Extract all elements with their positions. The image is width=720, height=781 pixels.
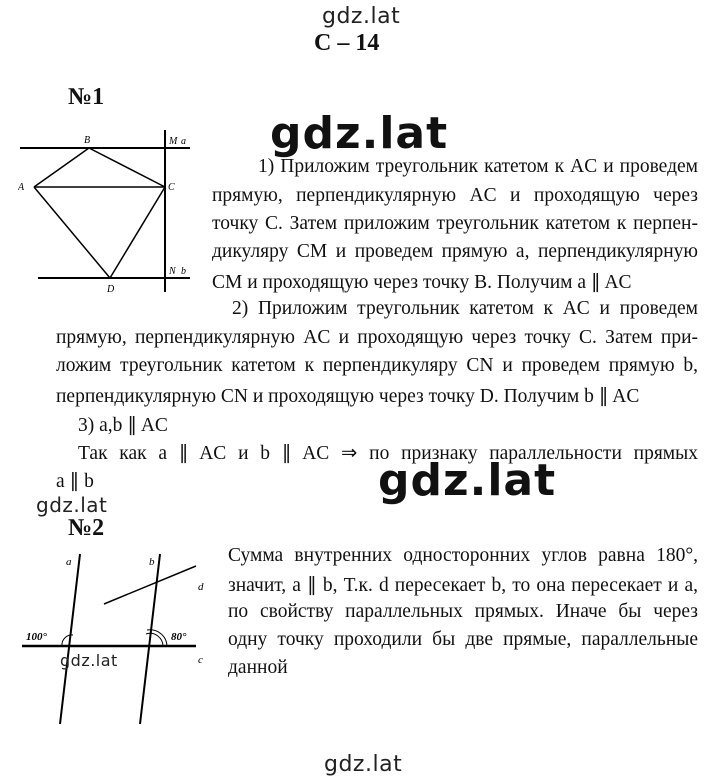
watermark-figure2: gdz.lat: [60, 651, 118, 670]
label-d: d: [198, 581, 204, 593]
label-b: b: [149, 556, 155, 568]
label-B: B: [84, 135, 91, 146]
task1-line-1: 1) Приложим треугольник катетом к AC и проведем: [258, 156, 698, 177]
label-A: A: [18, 182, 25, 193]
angle-100-arc: [62, 635, 73, 646]
label-M: M: [169, 136, 178, 147]
task1-line-7: прямую, перпендикулярную AC и проходящую через точку C. Затем при-: [56, 327, 698, 348]
task1-line-10: 3) a,b ∥ AC: [78, 415, 168, 436]
label-N: N: [169, 266, 176, 277]
label-a: a: [181, 136, 186, 147]
label-b: b: [181, 266, 186, 277]
task2-number: №2: [68, 515, 105, 541]
task1-line-3: точку C. Затем приложим треугольник катетом к перпен-: [212, 213, 698, 234]
line-d: [104, 566, 196, 604]
segment-cd: [110, 187, 165, 278]
label-C: C: [168, 182, 175, 193]
line-b: [140, 554, 160, 724]
task2-line-1: Сумма внутренних односторонних углов равна 180°,: [228, 545, 698, 566]
task1-number: №1: [68, 84, 105, 110]
angle-80-label: 80°: [171, 631, 187, 643]
angle-100-label: 100°: [26, 631, 47, 643]
segment-bc: [89, 148, 165, 187]
task2-line-4: одну точку проходили бы две прямые, параллельные: [228, 629, 698, 650]
task2-line-3: по свойству параллельных прямых. Иначе бы через: [228, 601, 698, 622]
label-a: a: [66, 556, 72, 568]
task2-line-5: данной: [228, 657, 288, 678]
watermark-left: gdz.lat: [36, 493, 108, 517]
page-title: С – 14: [314, 30, 380, 56]
task1-line-6: 2) Приложим треугольник катетом к AC и проведем: [232, 298, 698, 319]
task1-line-12: a ∥ b: [56, 471, 94, 492]
watermark-large-1: gdz.lat: [270, 108, 449, 159]
task1-line-5: CM и проходящую через точку B. Получим a ∥ AC: [212, 272, 632, 293]
task1-line-11: Так как a ∥ AC и b ∥ AC ⇒ по признаку параллельности прямых: [78, 443, 698, 464]
task1-line-2: прямую, перпендикулярную AC и проходящую через: [212, 185, 698, 206]
label-D: D: [107, 284, 115, 295]
task1-line-8: ложим треугольник катетом к перпендикуляру CN и проведем прямую b,: [56, 355, 698, 376]
line-a: [60, 554, 80, 724]
label-c: c: [198, 654, 203, 666]
segment-ab: [34, 148, 89, 187]
segment-ad: [34, 187, 110, 278]
task2-figure: [18, 548, 218, 738]
task1-figure: [18, 126, 218, 296]
watermark-top: gdz.lat: [322, 4, 401, 29]
task1-line-9: перпендикулярную CN и проходящую через точку D. Получим b ∥ AC: [56, 386, 640, 407]
watermark-large-2: gdz.lat: [378, 455, 557, 506]
watermark-bottom: gdz.lat: [324, 752, 403, 777]
task2-line-2: значит, a ∥ b, Т.к. d пересекает b, то она пересекает и a,: [228, 575, 698, 596]
task1-line-4: дикуляру CM и проведем прямую a, перпендикулярную: [212, 241, 698, 262]
